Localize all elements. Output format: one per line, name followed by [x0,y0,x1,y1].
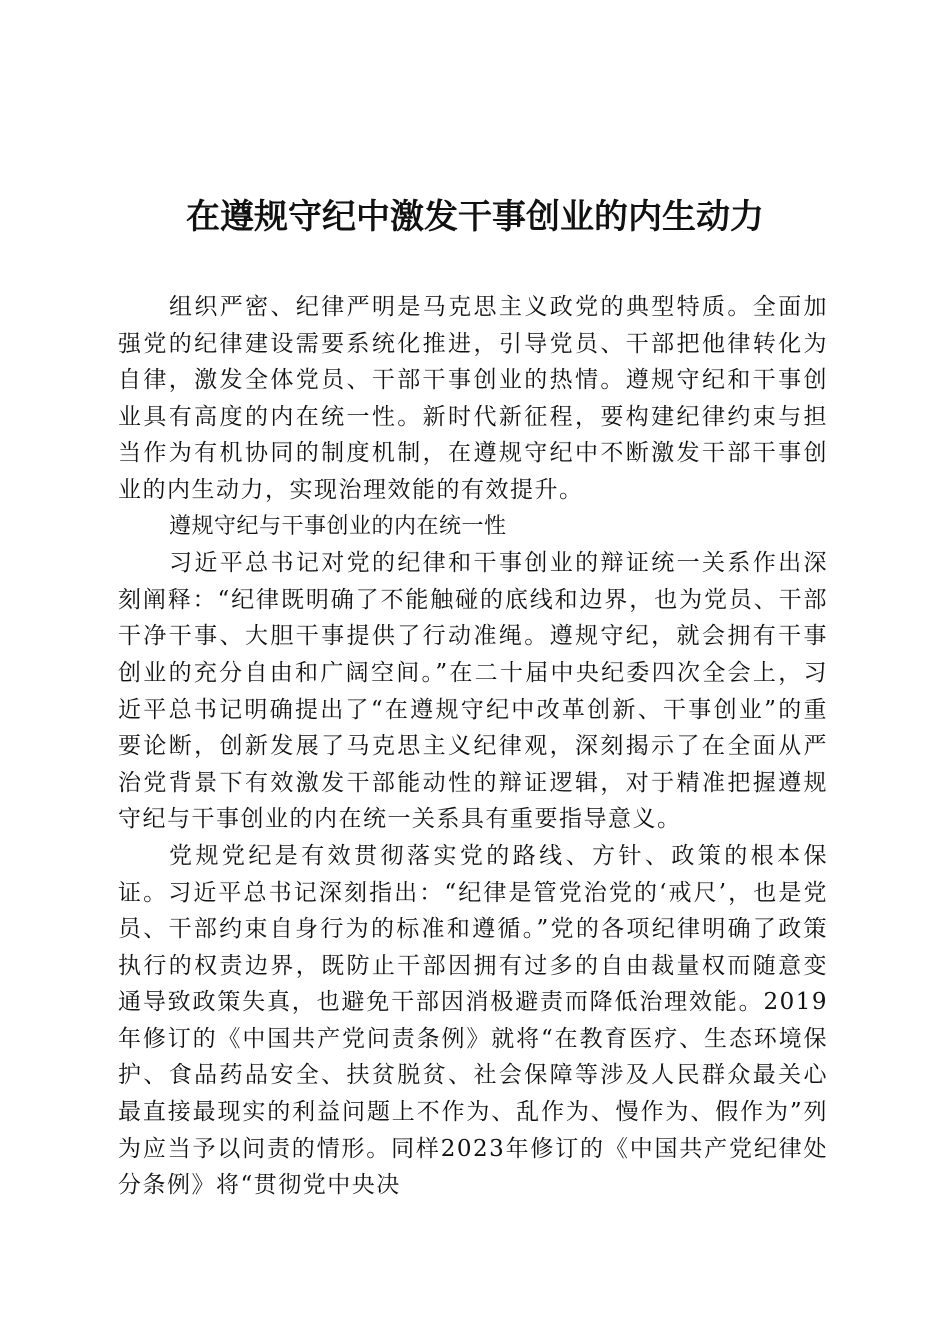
body-paragraph: 习近平总书记对党的纪律和干事创业的辩证统一关系作出深刻阐释：“纪律既明确了不能触碰的底线和边界，也为党员、干部干净干事、大胆干事提供了行动准绳。遵规守纪，就会拥有干事创业的充分自由和广阔空间。”在二十届中央纪委四次全会上，习近平总书记明确提出了“在遵规守纪中改革创新、干事创业”的重要论断，创新发展了马克思主义纪律观，深刻揭示了在全面从严治党背景下有效激发干部能动性的辩证逻辑，对于精准把握遵规守纪与干事创业的内在统一关系具有重要指导意义。 [118,550,828,833]
body-paragraph: 组织严密、纪律严明是马克思主义政党的典型特质。全面加强党的纪律建设需要系统化推进，引导党员、干部把他律转化为自律，激发全体党员、干部干事创业的热情。遵规守纪和干事创业具有高度的内在统一性。新时代新征程，要构建纪律约束与担当作为有机协同的制度机制，在遵规守纪中不断激发干部干事创业的内生动力，实现治理效能的有效提升。 [118,294,828,503]
section-heading: 遵规守纪与干事创业的内在统一性 [169,513,507,539]
body-paragraph: 党规党纪是有效贯彻落实党的路线、方针、政策的根本保证。习近平总书记深刻指出：“纪律是管党治党的‘戒尺’，也是党员、干部约束自身行为的标准和遵循。”党的各项纪律明确了政策执行的权责边界，既防止干部因拥有过多的自由裁量权而随意变通导致政策失真，也避免干部因消极避责而降低治理效能。2019年修订的《中国共产党问责条例》就将“在教育医疗、生态环境保护、食品药品安全、扶贫脱贫、社会保障等涉及人民群众最关心最直接最现实的利益问题上不作为、乱作为、慢作为、假作为”列为应当予以问责的情形。同样2023年修订的《中国共产党纪律处分条例》将“贯彻党中央决 [118,842,828,1199]
document-body [118,289,828,1204]
document-title: 在遵规守纪中激发干事创业的内生动力 [186,197,764,237]
